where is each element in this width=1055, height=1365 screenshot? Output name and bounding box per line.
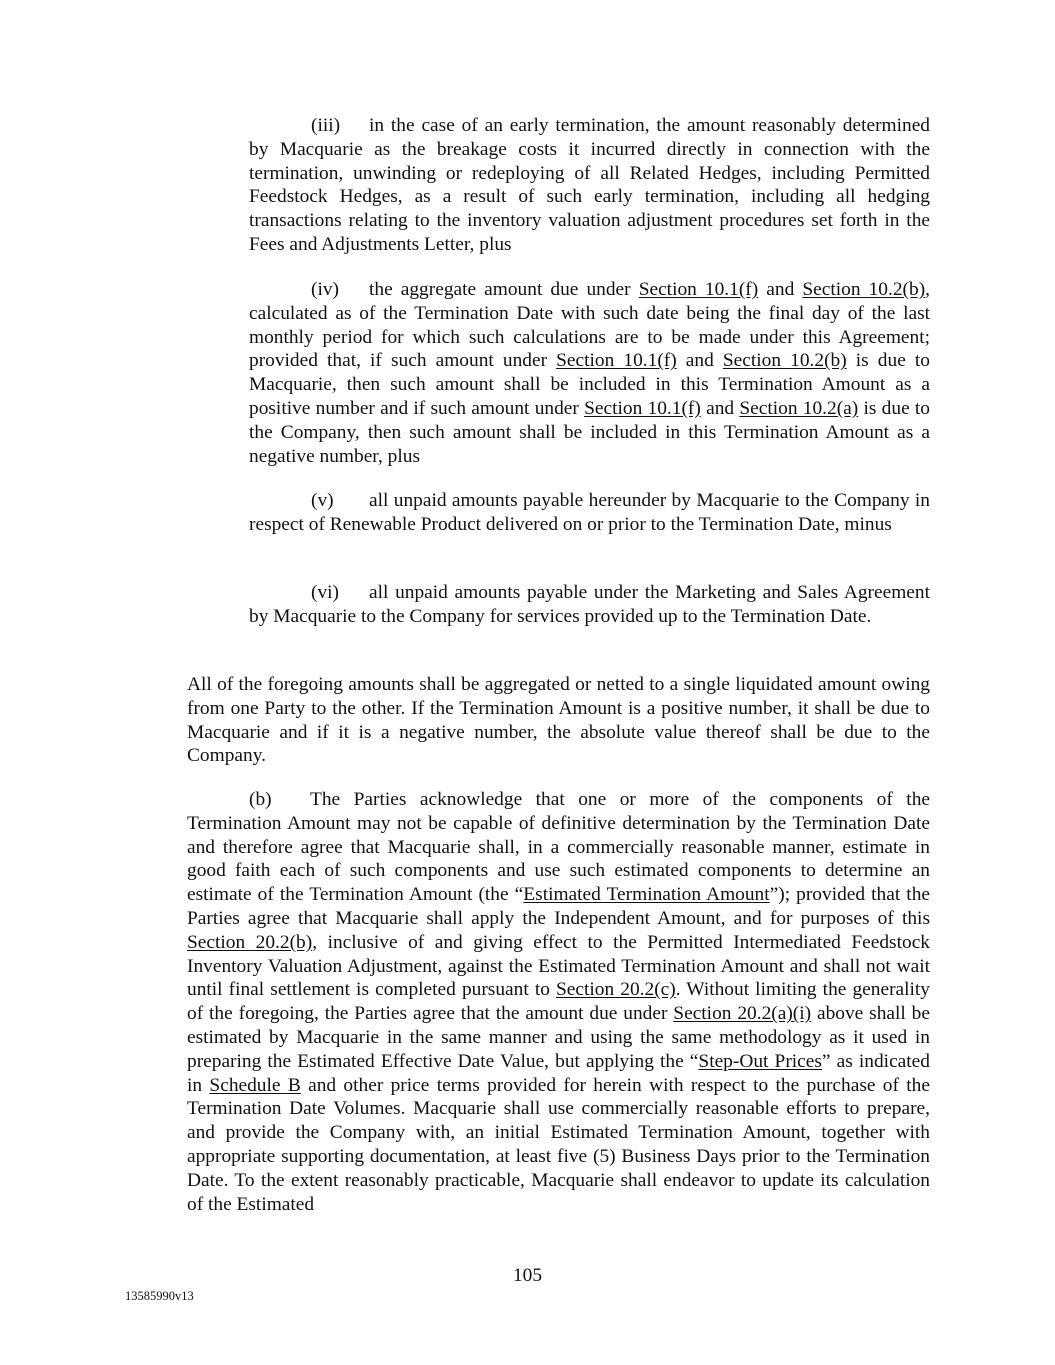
section-reference-link: Section 10.1(f) — [584, 397, 701, 419]
clause-text: and — [676, 350, 723, 372]
clause-text: is due to Macquarie, then such amount shall be included in this Termination Amount as a positive number and if such amount under — [249, 350, 930, 419]
clause-text: and — [700, 397, 740, 419]
page-number: 105 — [512, 1265, 543, 1286]
defined-term: Estimated Termination Amount — [523, 884, 770, 906]
section-reference-link: Section 10.2(b) — [802, 279, 926, 300]
aggregation-paragraph — [187, 673, 930, 768]
clause-text: is due to the Company, then such amount shall be included in this Termination Amount as a negative number, plus — [249, 397, 931, 467]
clause-iii — [249, 114, 930, 257]
clause-label: (iii) — [311, 115, 341, 136]
clause-label: (iv) — [311, 279, 339, 300]
clause-label: (v) — [311, 490, 334, 511]
clause-text: The Parties acknowledge that one or more of the components of the Termination Amount may not be capable of definitive determination by the Termination Date and therefore agree that Macquarie shall, in a commercially reasonable manner, estimate in good faith each of such components and use such estimated components to determine an estimate of the Termination Amount (the “ — [187, 789, 930, 906]
clause-v — [249, 489, 930, 537]
section-reference-link: Section 20.2(c) — [556, 979, 676, 1001]
clause-iv — [249, 278, 930, 468]
section-reference-link: Section 20.2(a)(i) — [673, 1003, 812, 1025]
clause-label: (b) — [249, 789, 272, 810]
section-reference-link: Section 10.1(f) — [638, 279, 759, 300]
section-reference-link: Section 20.2(b) — [187, 931, 313, 953]
clause-text: , inclusive of and giving effect to the Permitted Intermediated Feedstock Inventory Valuation Adjustment, against the Estimated Termination Amount and shall not wait until final settlement is completed pursuant to — [187, 931, 930, 1001]
clause-text: . Without limiting the generality of the foregoing, the Parties agree that the amount due under — [187, 979, 930, 1025]
clause-vi — [249, 581, 930, 629]
section-reference-link: Section 10.1(f) — [556, 350, 677, 372]
schedule-reference-link: Schedule B — [209, 1074, 301, 1096]
clause-text: the aggregate amount due under — [369, 279, 639, 300]
section-reference-link: Section 10.2(b) — [722, 350, 847, 372]
clause-text: all unpaid amounts payable under the Marketing and Sales Agreement by Macquarie to the Company for services provided up to the Termination Date. — [249, 582, 930, 627]
clause-text: ” as indicated in — [187, 1050, 930, 1096]
clause-label: (vi) — [311, 582, 339, 603]
clause-text: and — [758, 279, 803, 300]
document-id: 13585990v13 — [125, 1289, 194, 1303]
clause-text: and other price terms provided for herein with respect to the purchase of the Termination Date Volumes. Macquarie shall use commercially reasonable efforts to prepare, and provide the Company with, an initial Estimated Termination Amount, together with appropriate supporting documentation, at least five (5) Business Days prior to the Termination Date. To the extent reasonably practicable, Macquarie shall endeavor to update its calculation of the Estimated — [187, 1074, 930, 1215]
clause-text: ”); provided that the Parties agree that Macquarie shall apply the Independent Amount, and for purposes of this — [187, 884, 930, 929]
clause-text: all unpaid amounts payable hereunder by Macquarie to the Company in respect of Renewable Product delivered on or prior to the Termination Date, minus — [249, 490, 930, 535]
section-reference-link: Section 10.2(a) — [739, 397, 859, 419]
paragraph-text: All of the foregoing amounts shall be aggregated or netted to a single liquidated amount owing from one Party to the other. If the Termination Amount is a positive number, it shall be due to Macquarie and if it is a negative number, the absolute value thereof shall be due to the Company. — [187, 674, 930, 767]
clause-b — [187, 788, 930, 1216]
clause-text: in the case of an early termination, the amount reasonably determined by Macquarie as the breakage costs it incurred directly in connection with the termination, unwinding or redeploying of all Related Hedges, including Permitted Feedstock Hedges, as a result of such early termination, including all hedging transactions relating to the inventory valuation adjustment procedures set forth in the Fees and Adjustments Letter, plus — [249, 115, 930, 255]
clause-text: above shall be estimated by Macquarie in the same manner and using the same methodology as it used in preparing the Estimated Effective Date Value, but applying the “ — [187, 1003, 930, 1072]
defined-term: Step-Out Prices — [698, 1050, 822, 1072]
clause-text: , calculated as of the Termination Date with such date being the final day of the last monthly period for which such calculations are to be made under this Agreement; provided that, if such amount under — [249, 279, 931, 372]
